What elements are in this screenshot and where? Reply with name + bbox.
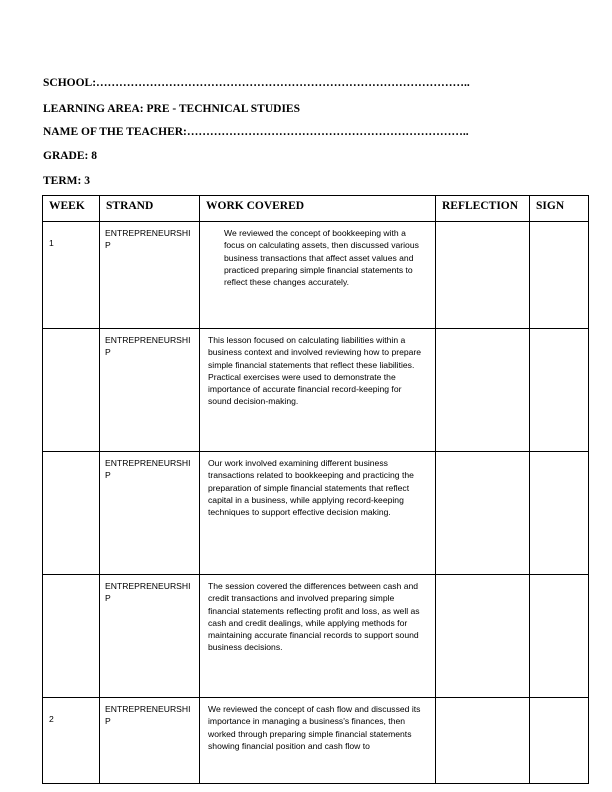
sign-cell[interactable] [530, 575, 589, 698]
table-row [43, 698, 589, 784]
work-covered-cell: Our work involved examining different business transactions related to bookkeeping and practicing the preparation of simple financial statements that reflect capital in a business, while applying record-keeping techniques to support effective decision making. [200, 452, 436, 575]
column-header-strand: STRAND [100, 196, 200, 222]
reflection-cell[interactable] [436, 698, 530, 784]
week-cell: 1 [43, 222, 100, 329]
work-covered-cell: We reviewed the concept of cash flow and discussed its importance in managing a business's finances, then worked through preparing simple financial statements showing financial position and cash flow to [200, 698, 436, 784]
work-record-table [42, 195, 589, 784]
reflection-cell[interactable] [436, 575, 530, 698]
column-header-work-covered: WORK COVERED [200, 196, 436, 222]
sign-cell[interactable] [530, 222, 589, 329]
school-line: SCHOOL:…………………………………………………………………………………….. [43, 77, 470, 89]
week-cell [43, 452, 100, 575]
strand-cell: ENTREPRENEURSHIP [100, 452, 200, 575]
column-header-reflection: REFLECTION [436, 196, 530, 222]
work-covered-cell: This lesson focused on calculating liabilities within a business context and involved reviewing how to prepare simple financial statements that reflect these liabilities. Practical exercises were used to demonstrate the importance of accurate financial record-keeping for sound decision-making. [200, 329, 436, 452]
table-row [43, 452, 589, 575]
table-row [43, 329, 589, 452]
column-header-sign: SIGN [530, 196, 589, 222]
table-row [43, 575, 589, 698]
work-covered-cell: The session covered the differences between cash and credit transactions and involved preparing simple financial statements reflecting profit and loss, as well as cash and credit dealings, while applying methods for maintaining accurate financial records to support sound business decisions. [200, 575, 436, 698]
sign-cell[interactable] [530, 452, 589, 575]
work-covered-cell: We reviewed the concept of bookkeeping with a focus on calculating assets, then discussed various business transactions that affect asset values and practiced preparing simple financial statements to reflect these changes accurately. [200, 222, 436, 329]
table-header-row [43, 196, 589, 222]
grade-line: GRADE: 8 [43, 150, 97, 162]
sign-cell[interactable] [530, 698, 589, 784]
column-header-week: WEEK [43, 196, 100, 222]
sign-cell[interactable] [530, 329, 589, 452]
reflection-cell[interactable] [436, 452, 530, 575]
week-cell [43, 575, 100, 698]
strand-cell: ENTREPRENEURSHIP [100, 222, 200, 329]
learning-area-line: LEARNING AREA: PRE - TECHNICAL STUDIES [43, 103, 300, 115]
strand-cell: ENTREPRENEURSHIP [100, 575, 200, 698]
reflection-cell[interactable] [436, 329, 530, 452]
term-line: TERM: 3 [43, 175, 90, 187]
strand-cell: ENTREPRENEURSHIP [100, 698, 200, 784]
teacher-line: NAME OF THE TEACHER:……………………………………………………………….. [43, 126, 469, 138]
week-cell [43, 329, 100, 452]
strand-cell: ENTREPRENEURSHIP [100, 329, 200, 452]
reflection-cell[interactable] [436, 222, 530, 329]
table-row [43, 222, 589, 329]
week-cell: 2 [43, 698, 100, 784]
